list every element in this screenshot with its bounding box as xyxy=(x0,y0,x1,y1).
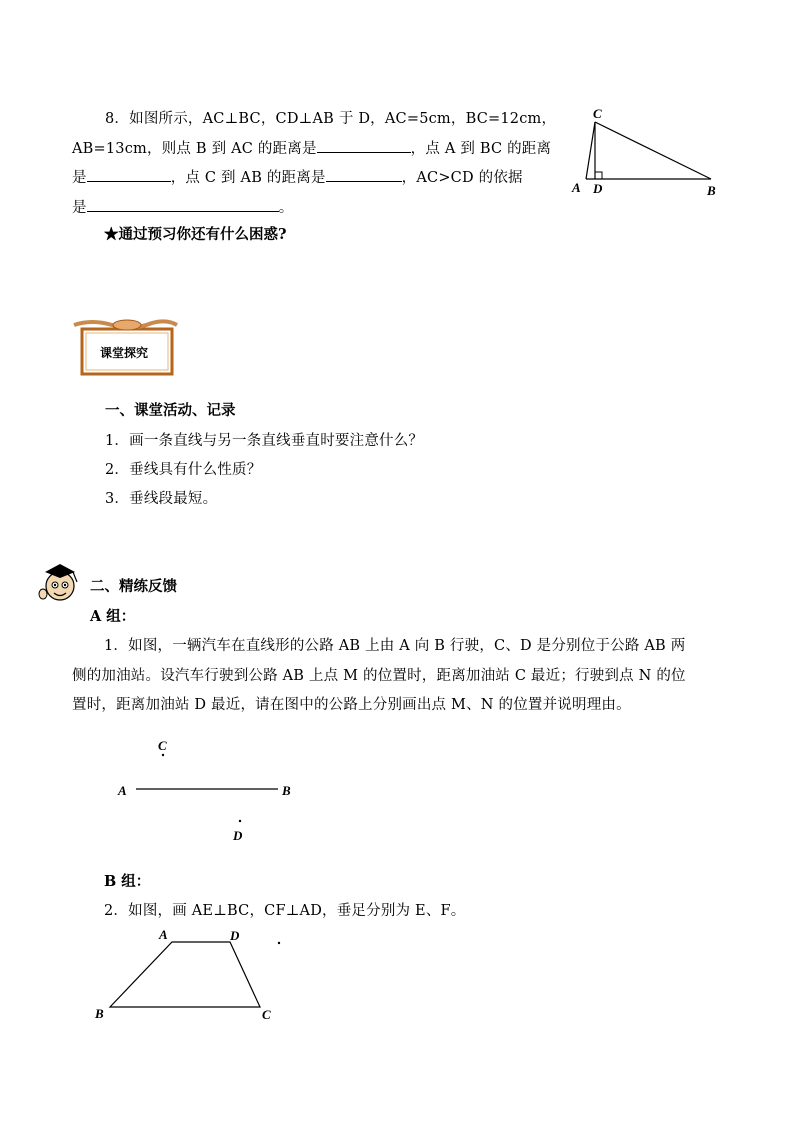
q8-line3-text-a: 是 xyxy=(72,170,87,186)
section1-item-3: 3．垂线段最短。 xyxy=(105,491,218,507)
section1-title: 一、课堂活动、记录 xyxy=(105,402,236,419)
answer-blank-1[interactable] xyxy=(317,138,411,153)
group-a-label: A 组： xyxy=(90,608,136,625)
trapezoid-figure[interactable] xyxy=(90,925,290,1025)
q8-line2-text-b: ，点 A 到 BC 的距离 xyxy=(410,141,552,157)
trapezoid-abcd[interactable] xyxy=(110,942,260,1007)
answer-blank-2[interactable] xyxy=(87,167,171,182)
q1-line-2: 侧的加油站。设汽车行驶到公路 AB 上点 M 的位置时，距离加油站 C 最近；行驶到点 N 的位 xyxy=(72,668,686,684)
q8-triangle-figure xyxy=(566,104,726,200)
label-d: D xyxy=(230,928,240,943)
label-a: A xyxy=(118,783,127,798)
label-b: B xyxy=(95,1006,104,1021)
road-figure[interactable] xyxy=(110,735,310,850)
q1-line-1: 1．如图，一辆汽车在直线形的公路 AB 上由 A 向 B 行驶，C、D 是分别位于公路 AB 两 xyxy=(104,638,686,654)
q8-line4-text-b: 。 xyxy=(278,200,294,216)
label-d: D xyxy=(233,828,243,843)
group-b-label: B 组： xyxy=(104,873,151,890)
answer-blank-3[interactable] xyxy=(326,167,402,182)
label-d: D xyxy=(593,181,603,196)
label-b: B xyxy=(707,183,716,198)
q8-line2-text-a: AB=13cm，则点 B 到 AC 的距离是 xyxy=(72,141,317,157)
section-badge-label: 课堂探究 xyxy=(100,346,149,360)
label-c: C xyxy=(593,106,602,121)
q8-line3 xyxy=(72,166,523,187)
label-a: A xyxy=(572,180,581,195)
segment-ac xyxy=(586,122,595,179)
label-c: C xyxy=(158,738,167,753)
q8-line4-text-a: 是 xyxy=(72,200,87,216)
section1-item-1: 1．画一条直线与另一条直线垂直时要注意什么？ xyxy=(105,433,424,449)
q8-line3-text-b: ，点 C 到 AB 的距离是 xyxy=(170,170,326,186)
scroll-knot-icon xyxy=(113,320,141,330)
section2-title: 二、精练反馈 xyxy=(90,578,177,595)
section1-item-2: 2．垂线具有什么性质？ xyxy=(105,462,262,478)
right-angle-mark xyxy=(595,172,602,179)
q2-text: 2．如图，画 AE⊥BC，CF⊥AD，垂足分别为 E、F。 xyxy=(104,903,466,919)
student-mascot-icon xyxy=(35,558,85,608)
label-c: C xyxy=(262,1007,271,1022)
q8-line2 xyxy=(72,137,551,158)
q8-line1: 8．如图所示，AC⊥BC，CD⊥AB 于 D，AC=5cm，BC=12cm， xyxy=(105,111,557,127)
q8-line4 xyxy=(72,196,293,217)
q1-line-3: 置时，距离加油站 D 最近，请在图中的公路上分别画出点 M、N 的位置并说明理由。 xyxy=(72,697,631,713)
answer-blank-4[interactable] xyxy=(87,197,279,212)
q8-line3-text-c: ，AC>CD 的依据 xyxy=(401,170,523,186)
preview-question: ★通过预习你还有什么困惑? xyxy=(104,226,287,243)
label-a: A xyxy=(159,927,168,942)
point-d xyxy=(239,820,241,822)
segment-bc xyxy=(595,122,711,179)
point-c xyxy=(162,754,164,756)
label-b: B xyxy=(282,783,291,798)
stray-dot xyxy=(278,942,280,944)
